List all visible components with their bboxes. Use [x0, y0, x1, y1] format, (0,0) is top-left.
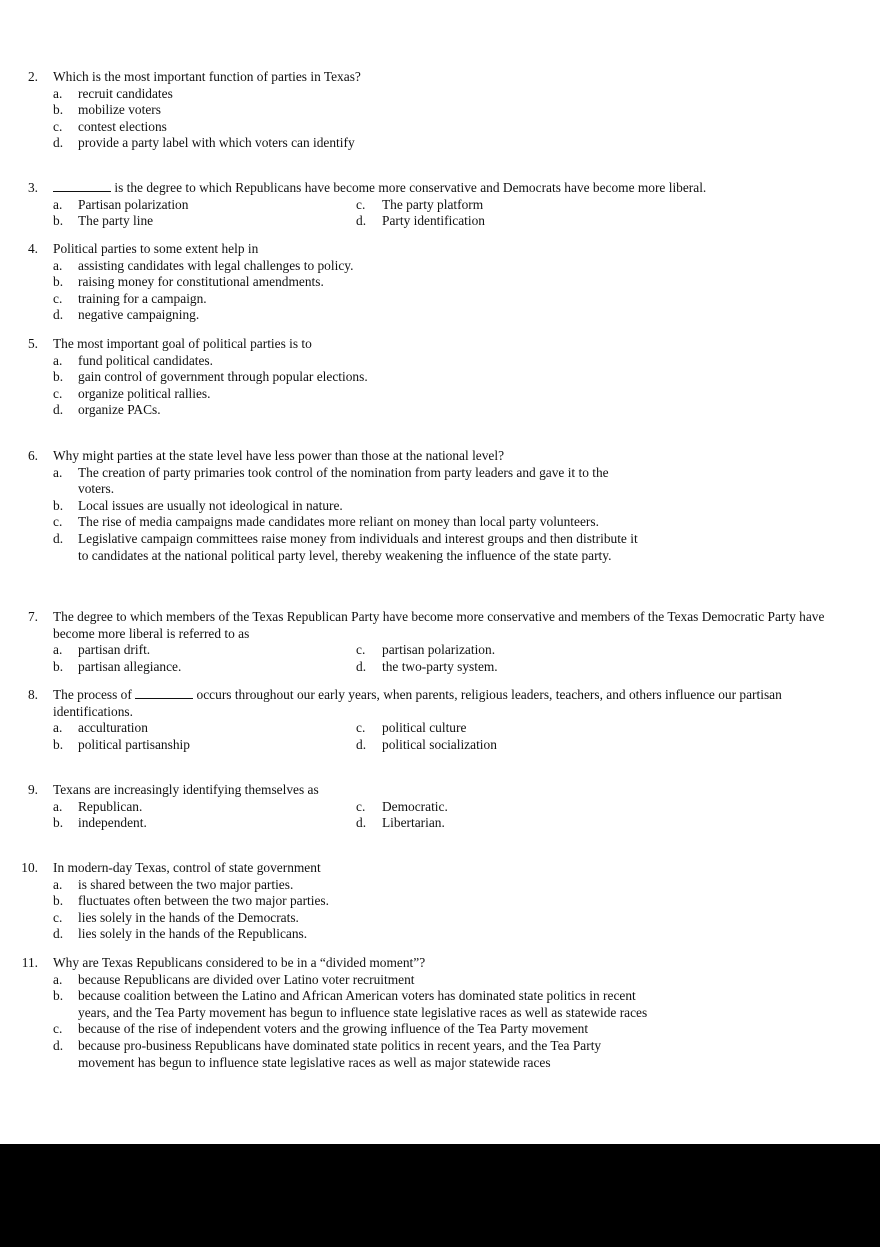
question-3 — [0, 180, 880, 230]
question-9 — [0, 782, 880, 832]
option-c: c. lies solely in the hands of the Democrats. — [53, 909, 299, 925]
option-d: Libertarian. — [382, 815, 445, 831]
question-number: 6. — [27, 448, 38, 463]
option-c: The party platform — [382, 196, 484, 212]
option-a: partisan drift. — [78, 642, 151, 658]
option-a: Republican. — [78, 798, 143, 814]
option-row: a. Partisan polarization c. The party platform — [53, 196, 484, 212]
question-2 — [0, 69, 880, 152]
question-text: The most important goal of political parties is to — [53, 336, 312, 351]
question-text: Which is the most important function of parties in Texas? — [53, 69, 361, 84]
option-a: Partisan polarization — [78, 196, 189, 212]
question-8 — [0, 687, 880, 753]
option-d: the two-party system. — [382, 658, 498, 674]
option-row: b. political partisanship d. political socialization — [53, 736, 497, 752]
question-11 — [0, 955, 880, 1071]
option-d: d. Legislative campaign committees raise money from individuals and interest groups and then distribute it to candidates at the national political party level, thereby weakening the influence of the state party. — [53, 530, 638, 563]
question-text: is the degree to which Republicans have become more conservative and Democrats have become more liberal. — [53, 180, 880, 197]
option-b: political partisanship — [78, 736, 190, 752]
question-5 — [0, 336, 880, 419]
option-row: a. partisan drift. c. partisan polarization. — [53, 642, 496, 658]
option-a: a. is shared between the two major parties. — [53, 876, 294, 892]
option-a: acculturation — [78, 720, 148, 736]
option-d: Party identification — [382, 213, 486, 229]
fill-in-blank — [53, 180, 111, 192]
option-c: c. because of the rise of independent voters and the growing influence of the Tea Party movement — [53, 1021, 589, 1037]
option-row: b. independent. d. Libertarian. — [53, 815, 445, 831]
question-number: 4. — [27, 241, 38, 256]
option-c: partisan polarization. — [382, 642, 496, 658]
option-b: partisan allegiance. — [78, 658, 182, 674]
option-c: Democratic. — [382, 798, 448, 814]
question-6 — [0, 448, 880, 564]
option-c: c. The rise of media campaigns made candidates more reliant on money than local party volunteers. — [53, 514, 599, 530]
question-number: 3. — [27, 180, 38, 195]
option-d: d. provide a party label with which voters can identify — [53, 135, 355, 151]
option-row: b. The party line d. Party identification — [53, 213, 486, 229]
option-row: a. acculturation c. political culture — [53, 720, 467, 736]
option-d: d. lies solely in the hands of the Republicans. — [53, 926, 308, 942]
option-d: political socialization — [382, 736, 497, 752]
question-text: Political parties to some extent help in — [53, 241, 259, 256]
question-7 — [0, 609, 880, 675]
fill-in-blank — [135, 687, 193, 699]
question-text: Texans are increasingly identifying themselves as — [53, 782, 319, 797]
option-a: a. assisting candidates with legal challenges to policy. — [53, 257, 354, 273]
question-text: The process of occurs throughout our early years, when parents, religious leaders, teachers, and others influence our partisan identifications. — [53, 687, 782, 719]
question-4 — [0, 241, 880, 324]
question-number: 5. — [27, 336, 38, 351]
option-b: b. gain control of government through popular elections. — [53, 369, 368, 385]
option-a: a. because Republicans are divided over Latino voter recruitment — [53, 971, 415, 987]
option-b: b. raising money for constitutional amendments. — [53, 274, 324, 290]
question-number: 10. — [21, 860, 38, 875]
question-text: In modern-day Texas, control of state government — [53, 860, 321, 875]
option-row: b. partisan allegiance. d. the two-party system. — [53, 658, 498, 674]
option-a: a. recruit candidates — [53, 85, 173, 101]
question-text: Why might parties at the state level have less power than those at the national level? — [53, 448, 505, 463]
option-c: c. organize political rallies. — [53, 385, 211, 401]
question-number: 2. — [27, 69, 38, 84]
option-c: political culture — [382, 720, 467, 736]
question-number: 8. — [27, 687, 38, 702]
option-c: c. training for a campaign. — [53, 290, 207, 306]
option-d: d. negative campaigning. — [53, 307, 200, 323]
option-b: b. mobilize voters — [53, 102, 161, 118]
option-row: a. Republican. c. Democratic. — [53, 798, 448, 814]
option-b: b. fluctuates often between the two major parties. — [53, 893, 329, 909]
option-b: b. because coalition between the Latino and African American voters has dominated state politics in recent years, and the Tea Party movement has begun to influence state legislative races as well as statewide races — [53, 988, 648, 1020]
question-number: 7. — [27, 609, 38, 624]
option-d: d. because pro-business Republicans have dominated state politics in recent years, and the Tea Party movement has begun to influence state legislative races as well as major statewide races — [53, 1037, 602, 1070]
option-b: b. Local issues are usually not ideological in nature. — [53, 497, 343, 513]
option-c: c. contest elections — [53, 118, 167, 134]
option-d: d. organize PACs. — [53, 402, 161, 418]
question-text: Why are Texas Republicans considered to be in a “divided moment”? — [53, 955, 426, 970]
option-a: a. The creation of party primaries took control of the nomination from party leaders and gave it to the voters. — [53, 464, 609, 497]
option-a: a. fund political candidates. — [53, 352, 213, 368]
question-text: The degree to which members of the Texas Republican Party have become more conservative and members of the Texas Democratic Party have become more liberal is referred to as — [53, 609, 825, 641]
black-bottom-band — [0, 1144, 880, 1247]
question-number: 9. — [27, 782, 38, 797]
option-b: The party line — [78, 213, 154, 229]
question-number: 11. — [21, 955, 38, 970]
question-10 — [0, 860, 880, 943]
option-b: independent. — [78, 815, 147, 831]
